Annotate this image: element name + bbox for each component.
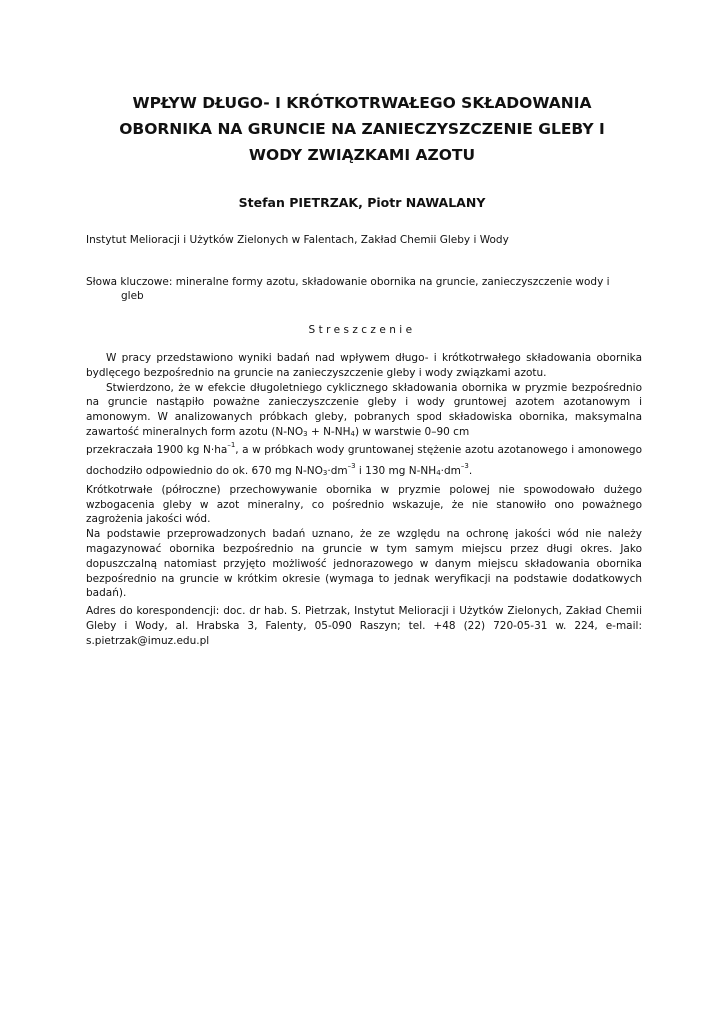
subscript: 3 [303, 429, 308, 438]
paper-title [70, 90, 654, 168]
subscript: 4 [350, 429, 355, 438]
abstract-paragraph-1: W pracy przedstawiono wyniki badań nad wpływem długo- i krótkotrwałego składowania obornika bydlęcego bezpośrednio na gruncie na zanieczyszczenie gleby i wody związkami azotu. [86, 352, 642, 379]
title-line-2: OBORNIKA NA GRUNCIE NA ZANIECZYSZCZENIE GLEBY I [119, 120, 605, 138]
title-line-1: WPŁYW DŁUGO- I KRÓTKOTRWAŁEGO SKŁADOWANIA [132, 94, 592, 112]
keywords-line-2: gleb [121, 290, 144, 302]
subscript: 3 [322, 469, 328, 478]
abstract-paragraph-2 [86, 381, 642, 440]
subscript: 4 [436, 469, 441, 478]
abstract-text: , a w próbkach wody gruntowanej stężenie azotu azotanowego i amonowego dochodziło odpowiednio do ok. 670 mg N-NO [86, 443, 642, 478]
abstract-text: ) w warstwie 0–90 cm [354, 425, 470, 438]
abstract-text: przekraczała 1900 kg N·ha [86, 443, 228, 456]
abstract-text: ·dm [327, 465, 348, 478]
correspondence-address: Adres do korespondencji: doc. dr hab. S. Pietrzak, Instytut Melioracji i Użytków Zielonych, Zakład Chemii Gleby i Wody, al. Hrabska 3, Falenty, 05-090 Raszyn; tel. +48 (22) 720-05-31 w. 224, e-mail: s.pietrzak@imuz.edu.pl [86, 605, 642, 647]
superscript: –3 [460, 462, 469, 471]
abstract-paragraph-3 [86, 440, 642, 483]
superscript: –3 [347, 462, 356, 471]
abstract-text: i 130 mg N-NH [355, 465, 437, 478]
superscript: –1 [227, 440, 236, 449]
abstract-paragraph-5: Na podstawie przeprowadzonych badań uznano, że ze względu na ochronę jakości wód nie należy magazynować obornika bezpośrednio na gruncie w tym samym miejscu przez długi okres. Jako dopuszczalną natomiast przyjęto możliwość jednorazowego w danym miejscu składowania obornika bezpośrednio na gruncie w krótkim okresie (wymaga to jednak weryfikacji na podstawie dodatkowych badań). [86, 528, 642, 600]
abstract-text: + N-NH [307, 425, 351, 438]
abstract-paragraph-4: Krótkotrwałe (półroczne) przechowywanie obornika w pryzmie polowej nie spowodowało dużego wzbogacenia gleby w azot mineralny, co pośrednio wskazuje, że nie stanowiło ono poważnego zagrożenia jakości wód. [86, 483, 642, 526]
title-line-3: WODY ZWIĄZKAMI AZOTU [248, 146, 476, 164]
keywords [86, 275, 642, 303]
authors: Stefan PIETRZAK, Piotr NAWALANY [238, 195, 486, 210]
affiliation: Instytut Melioracji i Użytków Zielonych w Falentach, Zakład Chemii Gleby i Wody [86, 234, 509, 246]
keywords-line-1: Słowa kluczowe: mineralne formy azotu, składowanie obornika na gruncie, zanieczyszczenie wody i [86, 276, 610, 288]
abstract-heading: Streszczenie [308, 324, 416, 336]
abstract-text: Stwierdzono, że w efekcie długoletniego cyklicznego składowania obornika w pryzmie bezpośrednio na gruncie nastąpiło poważne zanieczyszczenie gleby i wody gruntowej azotem azotanowym i amonowym. W analizowanych próbkach gleby, pobranych spod składowiska obornika, maksymalna zawartość mineralnych form azotu (N-NO [86, 381, 642, 438]
abstract-body [86, 351, 642, 601]
abstract-text: ·dm [440, 465, 461, 478]
abstract-text: . [468, 465, 473, 478]
